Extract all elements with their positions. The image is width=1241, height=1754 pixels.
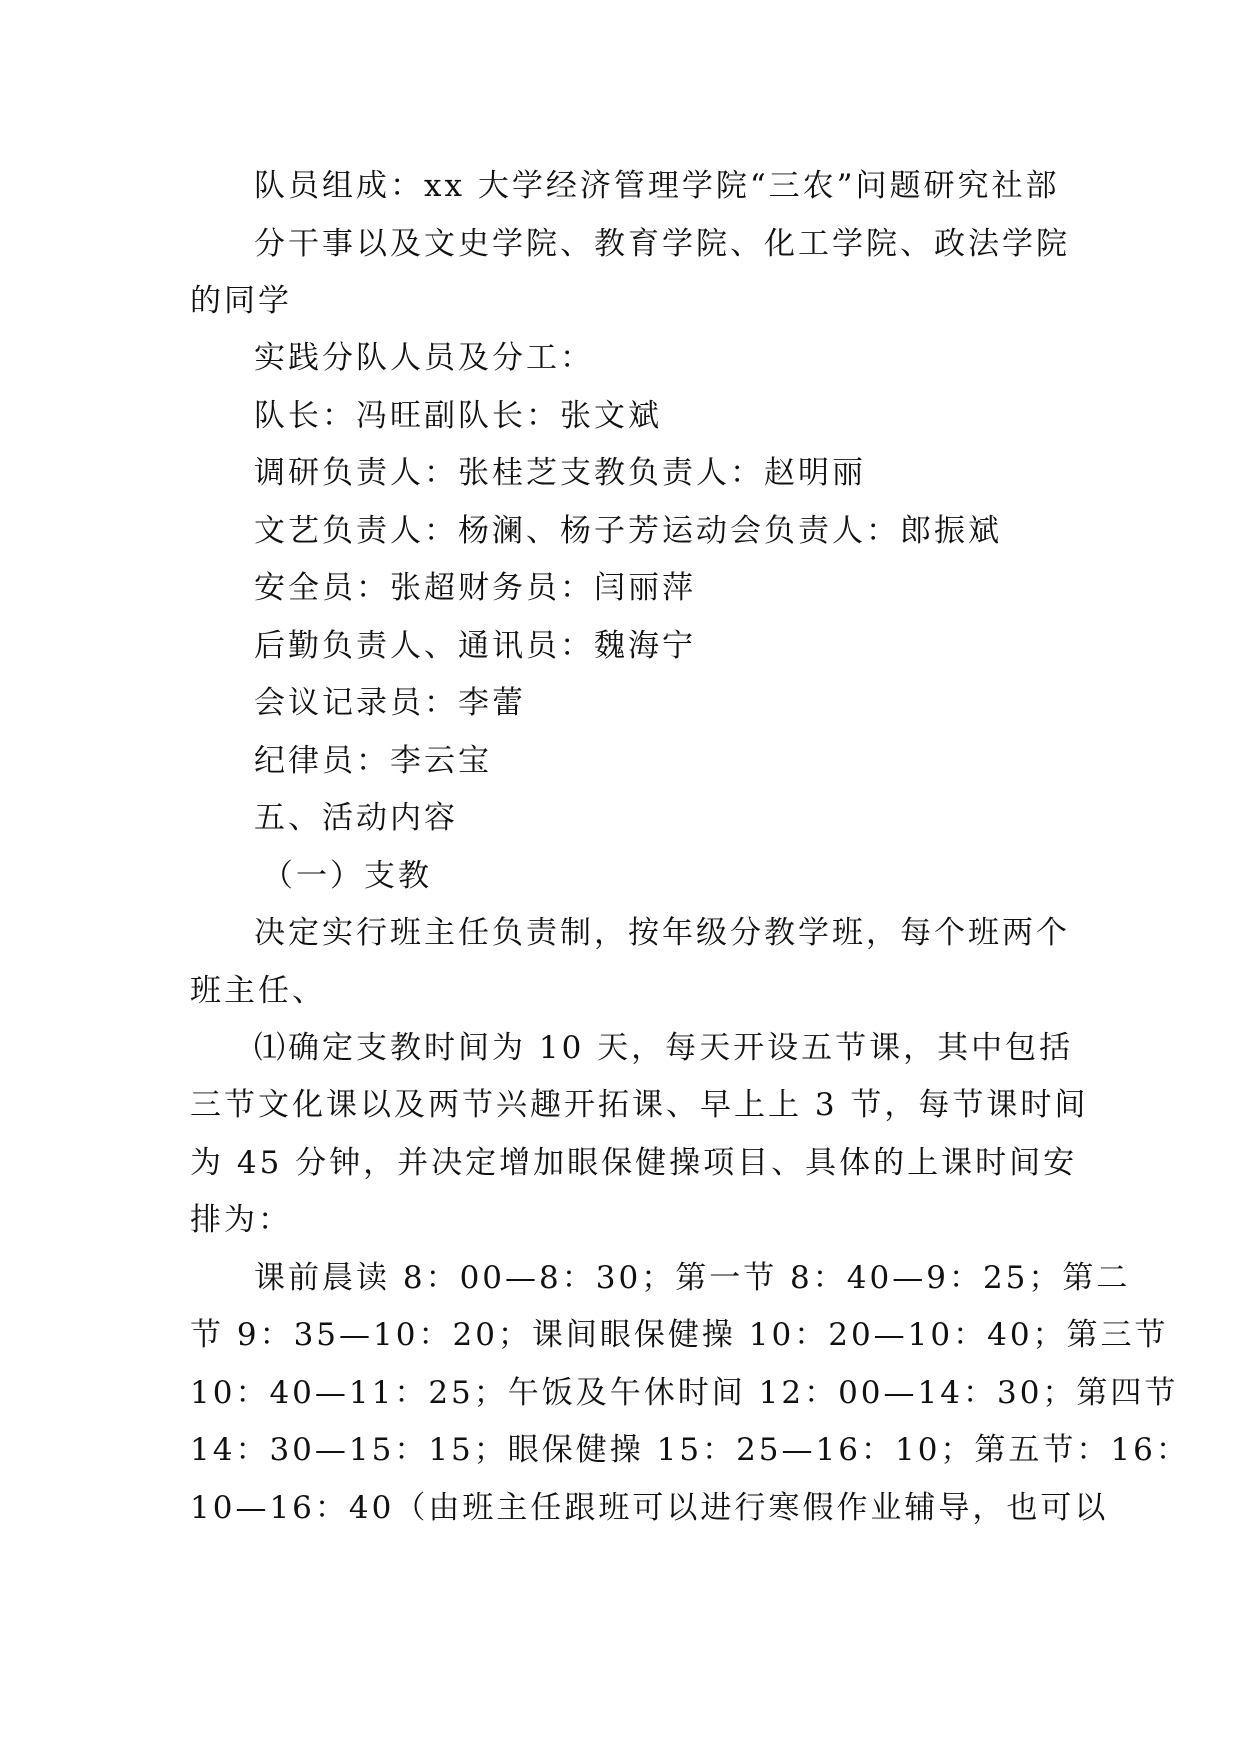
paragraph-line: 为 45 分钟，并决定增加眼保健操项目、具体的上课时间安	[190, 1145, 1078, 1181]
paragraph-line: 排为：	[190, 1202, 292, 1238]
section-heading: 五、活动内容	[254, 800, 458, 836]
paragraph-line: 安全员：张超财务员：闫丽萍	[254, 570, 696, 606]
paragraph-line: 三节文化课以及两节兴趣开拓课、早上上 3 节，每节课时间	[190, 1087, 1089, 1123]
paragraph-line: 调研负责人：张桂芝支教负责人：赵明丽	[254, 455, 866, 491]
paragraph-line: 决定实行班主任负责制，按年级分教学班，每个班两个	[254, 915, 1070, 951]
paragraph-line: 后勤负责人、通讯员：魏海宁	[254, 628, 696, 664]
schedule-line: 14：30—15：15；眼保健操 15：25—16：10；第五节：16：	[190, 1432, 1190, 1468]
paragraph-line: 实践分队人员及分工：	[254, 340, 594, 376]
paragraph-line: 纪律员：李云宝	[254, 743, 492, 779]
subsection-heading: （一）支教	[262, 858, 432, 894]
paragraph-line: 班主任、	[190, 973, 326, 1009]
schedule-line: 节 9：35—10：20；课间眼保健操 10：20—10：40；第三节	[190, 1317, 1169, 1353]
schedule-line: 10：40—11：25；午饭及午休时间 12：00—14：30；第四节	[190, 1375, 1179, 1411]
paragraph-line: 队员组成：xx 大学经济管理学院“三农”问题研究社部	[254, 168, 1060, 204]
schedule-line: 课前晨读 8：00—8：30；第一节 8：40—9：25；第二	[254, 1260, 1131, 1296]
paragraph-line: 分干事以及文史学院、教育学院、化工学院、政法学院	[254, 226, 1070, 262]
paragraph-line: 的同学	[190, 283, 292, 319]
paragraph-line: ⑴确定支教时间为 10 天，每天开设五节课，其中包括	[254, 1030, 1074, 1066]
paragraph-line: 队长：冯旺副队长：张文斌	[254, 398, 662, 434]
paragraph-line: 文艺负责人：杨澜、杨子芳运动会负责人：郎振斌	[254, 513, 1002, 549]
schedule-line: 10—16：40（由班主任跟班可以进行寒假作业辅导，也可以	[190, 1490, 1109, 1526]
paragraph-line: 会议记录员：李蕾	[254, 685, 526, 721]
